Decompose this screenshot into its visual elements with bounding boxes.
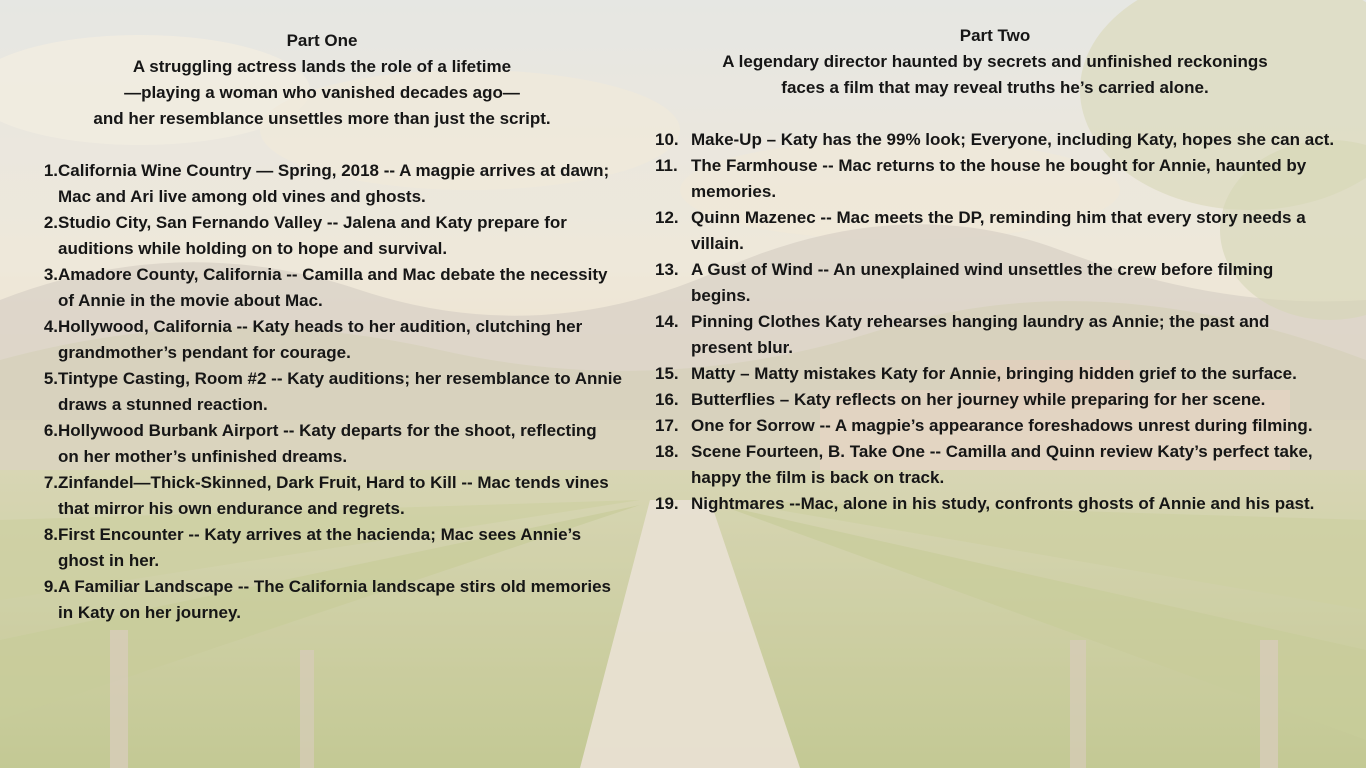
chapter-text: Make-Up – Katy has the 99% look; Everyone, including Katy, hopes she can act. bbox=[691, 130, 1335, 149]
part-two-heading: Part Two bbox=[959, 26, 1031, 45]
chapter-number: 10. bbox=[655, 130, 679, 149]
chapter-number: 7. bbox=[43, 473, 58, 492]
chapter-number: 18. bbox=[655, 442, 679, 461]
chapter-text: Hollywood Burbank Airport -- Katy departs for the shoot, reflecting on her mother’s unfinished dreams. bbox=[58, 421, 597, 466]
part-two-intro bbox=[655, 49, 1335, 101]
part-two-column bbox=[655, 23, 1335, 517]
chapter-item bbox=[655, 309, 1335, 361]
chapter-item bbox=[655, 491, 1335, 517]
part-two-chapter-list bbox=[655, 127, 1335, 517]
chapter-number: 12. bbox=[655, 208, 679, 227]
chapter-number: 17. bbox=[655, 416, 679, 435]
chapter-text: Pinning Clothes Katy rehearses hanging laundry as Annie; the past and present blur. bbox=[691, 312, 1270, 357]
part-one-intro-line: A struggling actress lands the role of a lifetime bbox=[132, 57, 512, 76]
chapter-number: 9. bbox=[43, 577, 58, 596]
chapter-number: 4. bbox=[43, 317, 58, 336]
chapter-number: 5. bbox=[43, 369, 58, 388]
chapter-item bbox=[655, 205, 1335, 257]
chapter-text: A Gust of Wind -- An unexplained wind unsettles the crew before filming begins. bbox=[691, 260, 1274, 305]
chapter-number: 2. bbox=[43, 213, 58, 232]
chapter-text: Quinn Mazenec -- Mac meets the DP, reminding him that every story needs a villain. bbox=[691, 208, 1306, 253]
chapter-item bbox=[655, 153, 1335, 205]
chapter-number: 14. bbox=[655, 312, 679, 331]
chapter-item bbox=[22, 210, 622, 262]
chapter-number: 8. bbox=[43, 525, 58, 544]
chapter-text: Hollywood, California -- Katy heads to her audition, clutching her grandmother’s pendant for courage. bbox=[58, 317, 583, 362]
chapter-text: Tintype Casting, Room #2 -- Katy auditions; her resemblance to Annie draws a stunned reaction. bbox=[58, 369, 622, 414]
part-one-heading: Part One bbox=[286, 31, 358, 50]
chapter-item bbox=[22, 262, 622, 314]
chapter-text: Amadore County, California -- Camilla and Mac debate the necessity of Annie in the movie about Mac. bbox=[58, 265, 608, 310]
chapter-number: 13. bbox=[655, 260, 679, 279]
chapter-item bbox=[22, 574, 622, 626]
chapter-item bbox=[655, 413, 1335, 439]
chapter-number: 16. bbox=[655, 390, 679, 409]
chapter-number: 3. bbox=[43, 265, 58, 284]
chapter-item bbox=[655, 439, 1335, 491]
part-one-chapter-list bbox=[22, 158, 622, 626]
part-one-intro bbox=[22, 54, 622, 132]
chapter-item bbox=[22, 314, 622, 366]
chapter-text: California Wine Country — Spring, 2018 -- A magpie arrives at dawn; Mac and Ari live among old vines and ghosts. bbox=[58, 161, 610, 206]
chapter-number: 11. bbox=[655, 156, 678, 175]
chapter-item bbox=[22, 158, 622, 210]
chapter-text: Butterflies – Katy reflects on her journey while preparing for her scene. bbox=[691, 390, 1266, 409]
chapter-item bbox=[22, 366, 622, 418]
chapter-text: First Encounter -- Katy arrives at the hacienda; Mac sees Annie’s ghost in her. bbox=[58, 525, 582, 570]
chapter-number: 1. bbox=[43, 161, 58, 180]
chapter-text: Nightmares --Mac, alone in his study, confronts ghosts of Annie and his past. bbox=[691, 494, 1315, 513]
chapter-number: 15. bbox=[655, 364, 679, 383]
chapter-text: One for Sorrow -- A magpie’s appearance foreshadows unrest during filming. bbox=[691, 416, 1313, 435]
chapter-number: 6. bbox=[43, 421, 58, 440]
chapter-text: The Farmhouse -- Mac returns to the house he bought for Annie, haunted by memories. bbox=[691, 156, 1307, 201]
chapter-item bbox=[655, 127, 1335, 153]
chapter-text: A Familiar Landscape -- The California landscape stirs old memories in Katy on her journey. bbox=[58, 577, 611, 622]
part-one-column bbox=[22, 28, 622, 626]
chapter-item bbox=[22, 418, 622, 470]
part-one-intro-line: and her resemblance unsettles more than just the script. bbox=[93, 109, 551, 128]
chapter-item bbox=[22, 470, 622, 522]
chapter-item bbox=[655, 257, 1335, 309]
chapter-item bbox=[655, 387, 1335, 413]
chapter-number: 19. bbox=[655, 494, 679, 513]
chapter-text: Matty – Matty mistakes Katy for Annie, bringing hidden grief to the surface. bbox=[691, 364, 1297, 383]
chapter-item bbox=[22, 522, 622, 574]
part-one-intro-line: —playing a woman who vanished decades ago— bbox=[124, 83, 520, 102]
chapter-text: Studio City, San Fernando Valley -- Jalena and Katy prepare for auditions while holding on to hope and survival. bbox=[58, 213, 567, 258]
part-two-intro-line: faces a film that may reveal truths he’s carried alone. bbox=[781, 78, 1209, 97]
chapter-text: Scene Fourteen, B. Take One -- Camilla and Quinn review Katy’s perfect take, happy the film is back on track. bbox=[691, 442, 1313, 487]
chapter-text: Zinfandel—Thick-Skinned, Dark Fruit, Hard to Kill -- Mac tends vines that mirror his own endurance and regrets. bbox=[58, 473, 609, 518]
part-two-intro-line: A legendary director haunted by secrets and unfinished reckonings bbox=[722, 52, 1268, 71]
chapter-item bbox=[655, 361, 1335, 387]
